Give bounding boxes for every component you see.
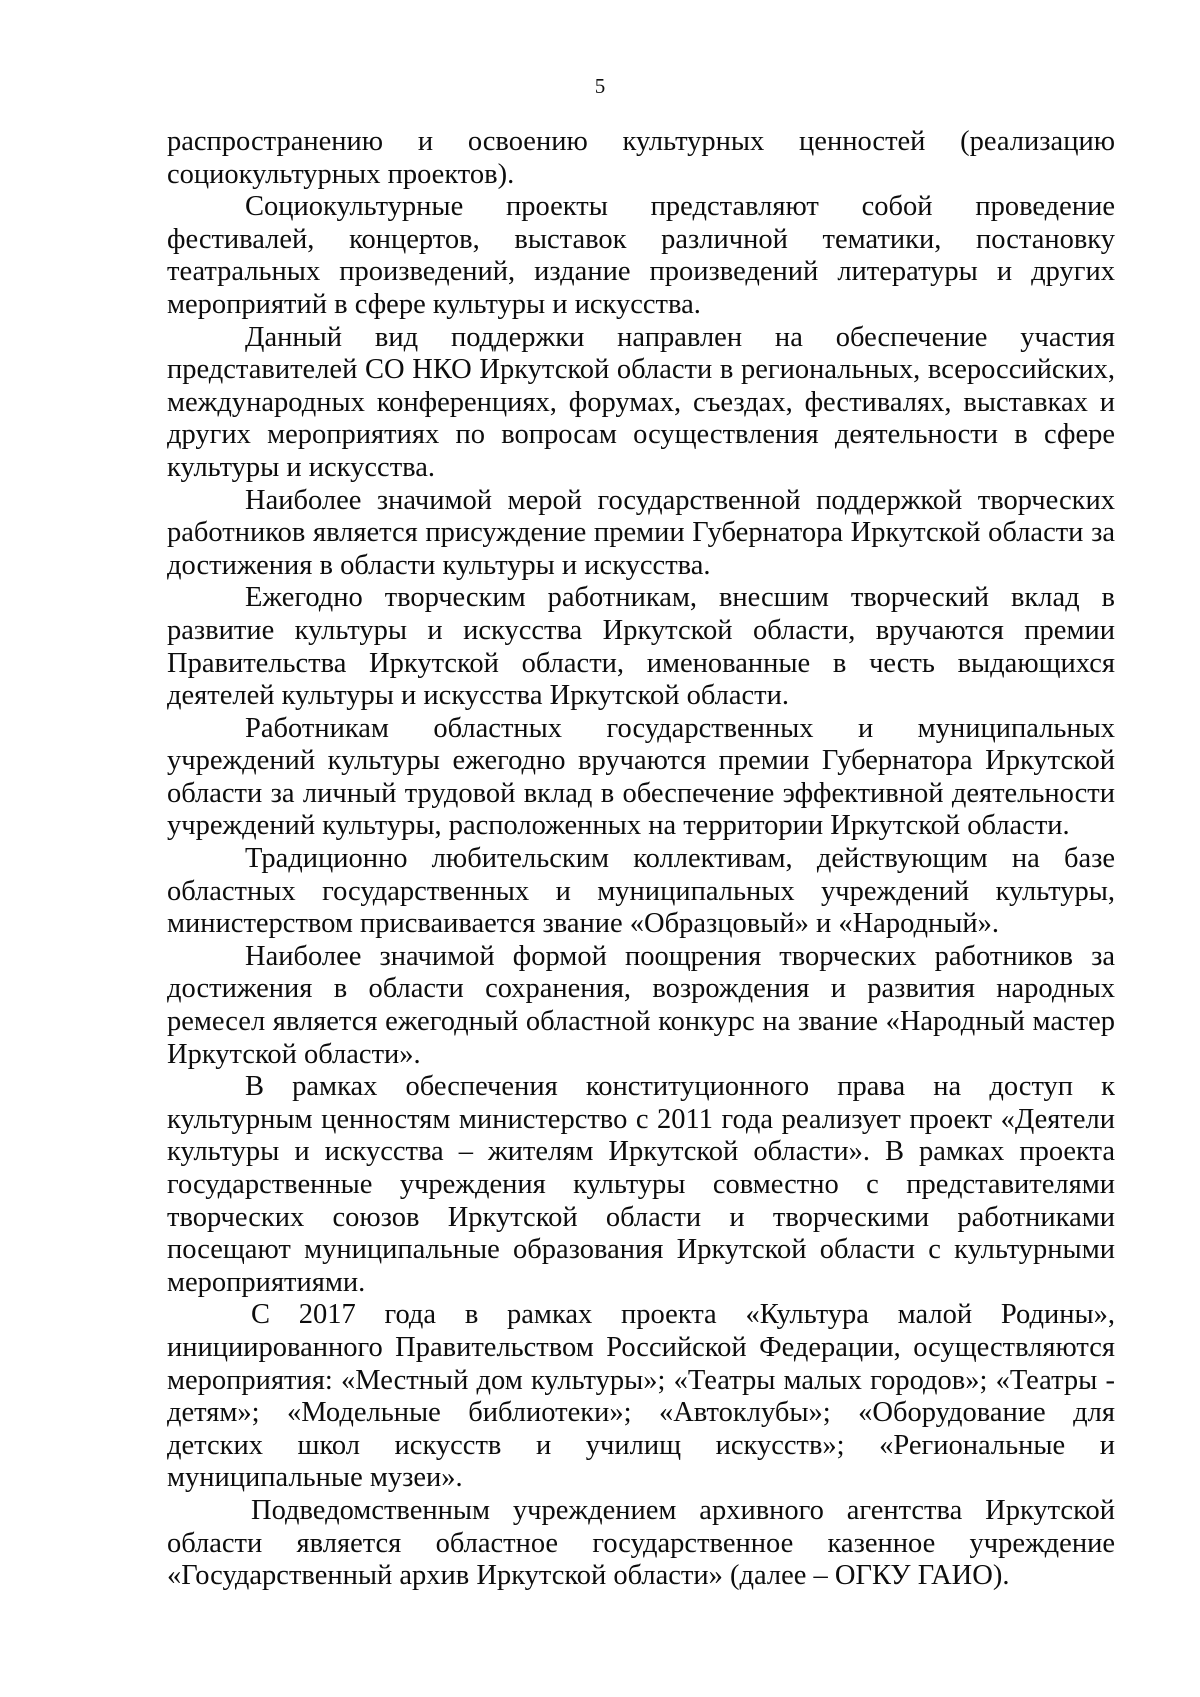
paragraph-amateur-collectives: Традиционно любительским коллективам, действующим на базе областных государственных и муниципальных учреждений культуры, министерством присваивается звание «Образцовый» и «Народный». — [167, 843, 1115, 940]
paragraph-governor-award: Наиболее значимой мерой государственной поддержкой творческих работников является присуждение премии Губернатора Иркутской области за достижения в области культуры и искусства. — [167, 484, 1115, 581]
paragraph-sociocultural-projects: Социокультурные проекты представляют собой проведение фестивалей, концертов, выставок различной тематики, постановку театральных произведений, издание произведений литературы и других мероприятий в сфере культуры и искусства. — [167, 191, 1115, 320]
document-body — [167, 126, 1115, 1593]
paragraph-small-homeland-project: С 2017 года в рамках проекта «Культура малой Родины», инициированного Правительством Российской Федерации, осуществляются мероприятия: «Местный дом культуры»; «Театры малых городов»; «Театры - детям»; «Модельные библиотеки»; «Автоклубы»; «Оборудование для детских школ искусств и училищ искусств»; «Региональные и муниципальные музеи». — [167, 1299, 1115, 1494]
page-number: 5 — [594, 74, 606, 98]
paragraph-government-prizes: Ежегодно творческим работникам, внесшим творческий вклад в развитие культуры и искусства Иркутской области, вручаются премии Правительства Иркутской области, именованные в честь выдающихся деятелей культуры и искусства Иркутской области. — [167, 582, 1115, 712]
paragraph-state-archive: Подведомственным учреждением архивного агентства Иркутской области является областное государственное казенное учреждение «Государственный архив Иркутской области» (далее – ОГКУ ГАИО). — [167, 1494, 1115, 1592]
paragraph-continuation: распространению и освоению культурных ценностей (реализацию социокультурных проектов). — [167, 126, 1115, 190]
paragraph-support-type: Данный вид поддержки направлен на обеспечение участия представителей СО НКО Иркутской области в региональных, всероссийских, международных конференциях, форумах, съездах, фестивалях, выставках и других мероприятиях по вопросам осуществления деятельности в сфере культуры и искусства. — [167, 321, 1115, 483]
paragraph-constitutional-right: В рамках обеспечения конституционного права на доступ к культурным ценностям министерство с 2011 года реализует проект «Деятели культуры и искусства – жителям Иркутской области». В рамках проекта государственные учреждения культуры совместно с представителями творческих союзов Иркутской области и творческими работниками посещают муниципальные образования Иркутской области с культурными мероприятиями. — [167, 1071, 1115, 1298]
paragraph-folk-master-contest: Наиболее значимой формой поощрения творческих работников за достижения в области сохранения, возрождения и развития народных ремесел является ежегодный областной конкурс на звание «Народный мастер Иркутской области». — [167, 940, 1115, 1070]
paragraph-workers-prizes: Работникам областных государственных и муниципальных учреждений культуры ежегодно вручаются премии Губернатора Иркутской области за личный трудовой вклад в обеспечение эффективной деятельности учреждений культуры, расположенных на территории Иркутской области. — [167, 712, 1115, 842]
